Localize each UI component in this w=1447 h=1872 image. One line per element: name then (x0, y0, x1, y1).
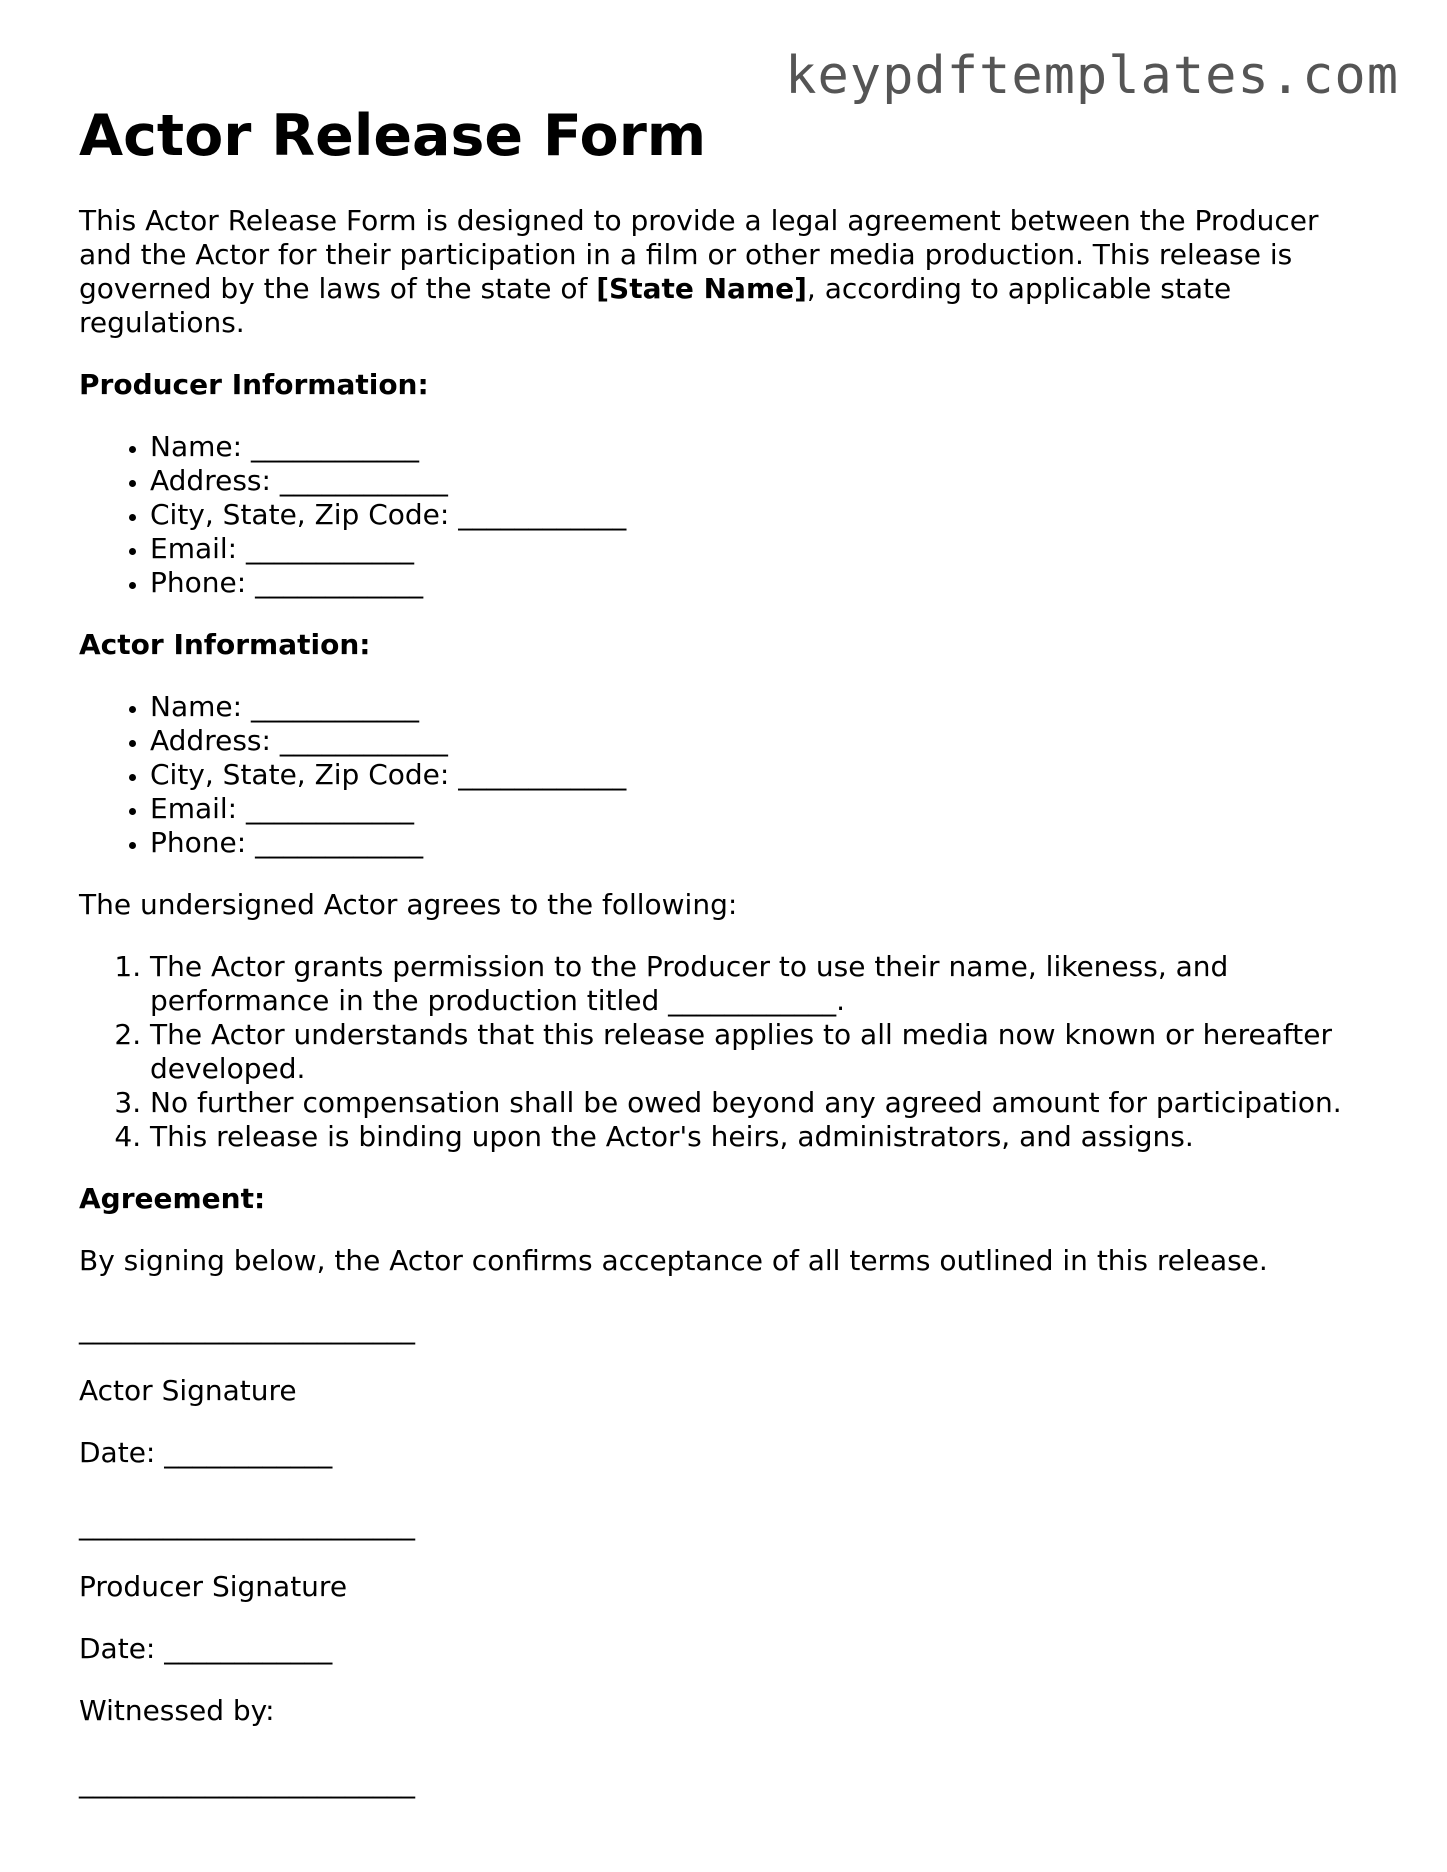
actor-info-list (79, 690, 1379, 860)
agreement-heading: Agreement: (79, 1182, 266, 1215)
intro-text-before: This Actor Release Form is designed to provide a legal agreement between the Producer and the Actor for their participation in a film or other media production. This release is governed by the laws of the state of (79, 204, 1319, 305)
agrees-intro: The undersigned Actor agrees to the following: (79, 888, 738, 921)
actor-info-heading: Actor Information: (79, 628, 371, 661)
witness-signature-line: ________________________ (79, 1766, 415, 1799)
watermark: keypdftemplates.com (785, 46, 1399, 106)
producer-address-field: • Address: ____________ (150, 464, 1379, 498)
producer-info-heading: Producer Information: (79, 368, 429, 401)
intro-paragraph (79, 204, 1379, 340)
term-item: 4. This release is binding upon the Actor's heirs, administrators, and assigns. (150, 1120, 1379, 1154)
page-title: Actor Release Form (79, 103, 707, 169)
actor-signature-line: ________________________ (79, 1312, 415, 1345)
producer-signature-label: Producer Signature (79, 1570, 348, 1603)
witness-label: Witnessed by: (79, 1694, 275, 1727)
actor-city-field: • City, State, Zip Code: ____________ (150, 758, 1379, 792)
actor-date-field: Date: ____________ (79, 1436, 333, 1469)
term-item: 2. The Actor understands that this release applies to all media now known or hereafter developed. (150, 1018, 1379, 1086)
producer-info-list (79, 430, 1379, 600)
producer-date-field: Date: ____________ (79, 1632, 333, 1665)
producer-signature-line: ________________________ (79, 1508, 415, 1541)
producer-city-field: • City, State, Zip Code: ____________ (150, 498, 1379, 532)
producer-name-field: • Name: ____________ (150, 430, 1379, 464)
state-name-placeholder: [State Name] (596, 272, 807, 305)
actor-name-field: • Name: ____________ (150, 690, 1379, 724)
document (79, 100, 1379, 1800)
intro-text-after: , according to applicable state regulations. (79, 272, 1232, 339)
actor-email-field: • Email: ____________ (150, 792, 1379, 826)
terms-list (79, 950, 1379, 1154)
producer-email-field: • Email: ____________ (150, 532, 1379, 566)
actor-phone-field: • Phone: ____________ (150, 826, 1379, 860)
term-item: 3. No further compensation shall be owed beyond any agreed amount for participation. (150, 1086, 1379, 1120)
actor-signature-label: Actor Signature (79, 1374, 297, 1407)
producer-phone-field: • Phone: ____________ (150, 566, 1379, 600)
term-item: 1. The Actor grants permission to the Producer to use their name, likeness, and performance in the production titled ____________. (150, 950, 1379, 1018)
actor-address-field: • Address: ____________ (150, 724, 1379, 758)
agreement-text: By signing below, the Actor confirms acceptance of all terms outlined in this release. (79, 1244, 1268, 1277)
